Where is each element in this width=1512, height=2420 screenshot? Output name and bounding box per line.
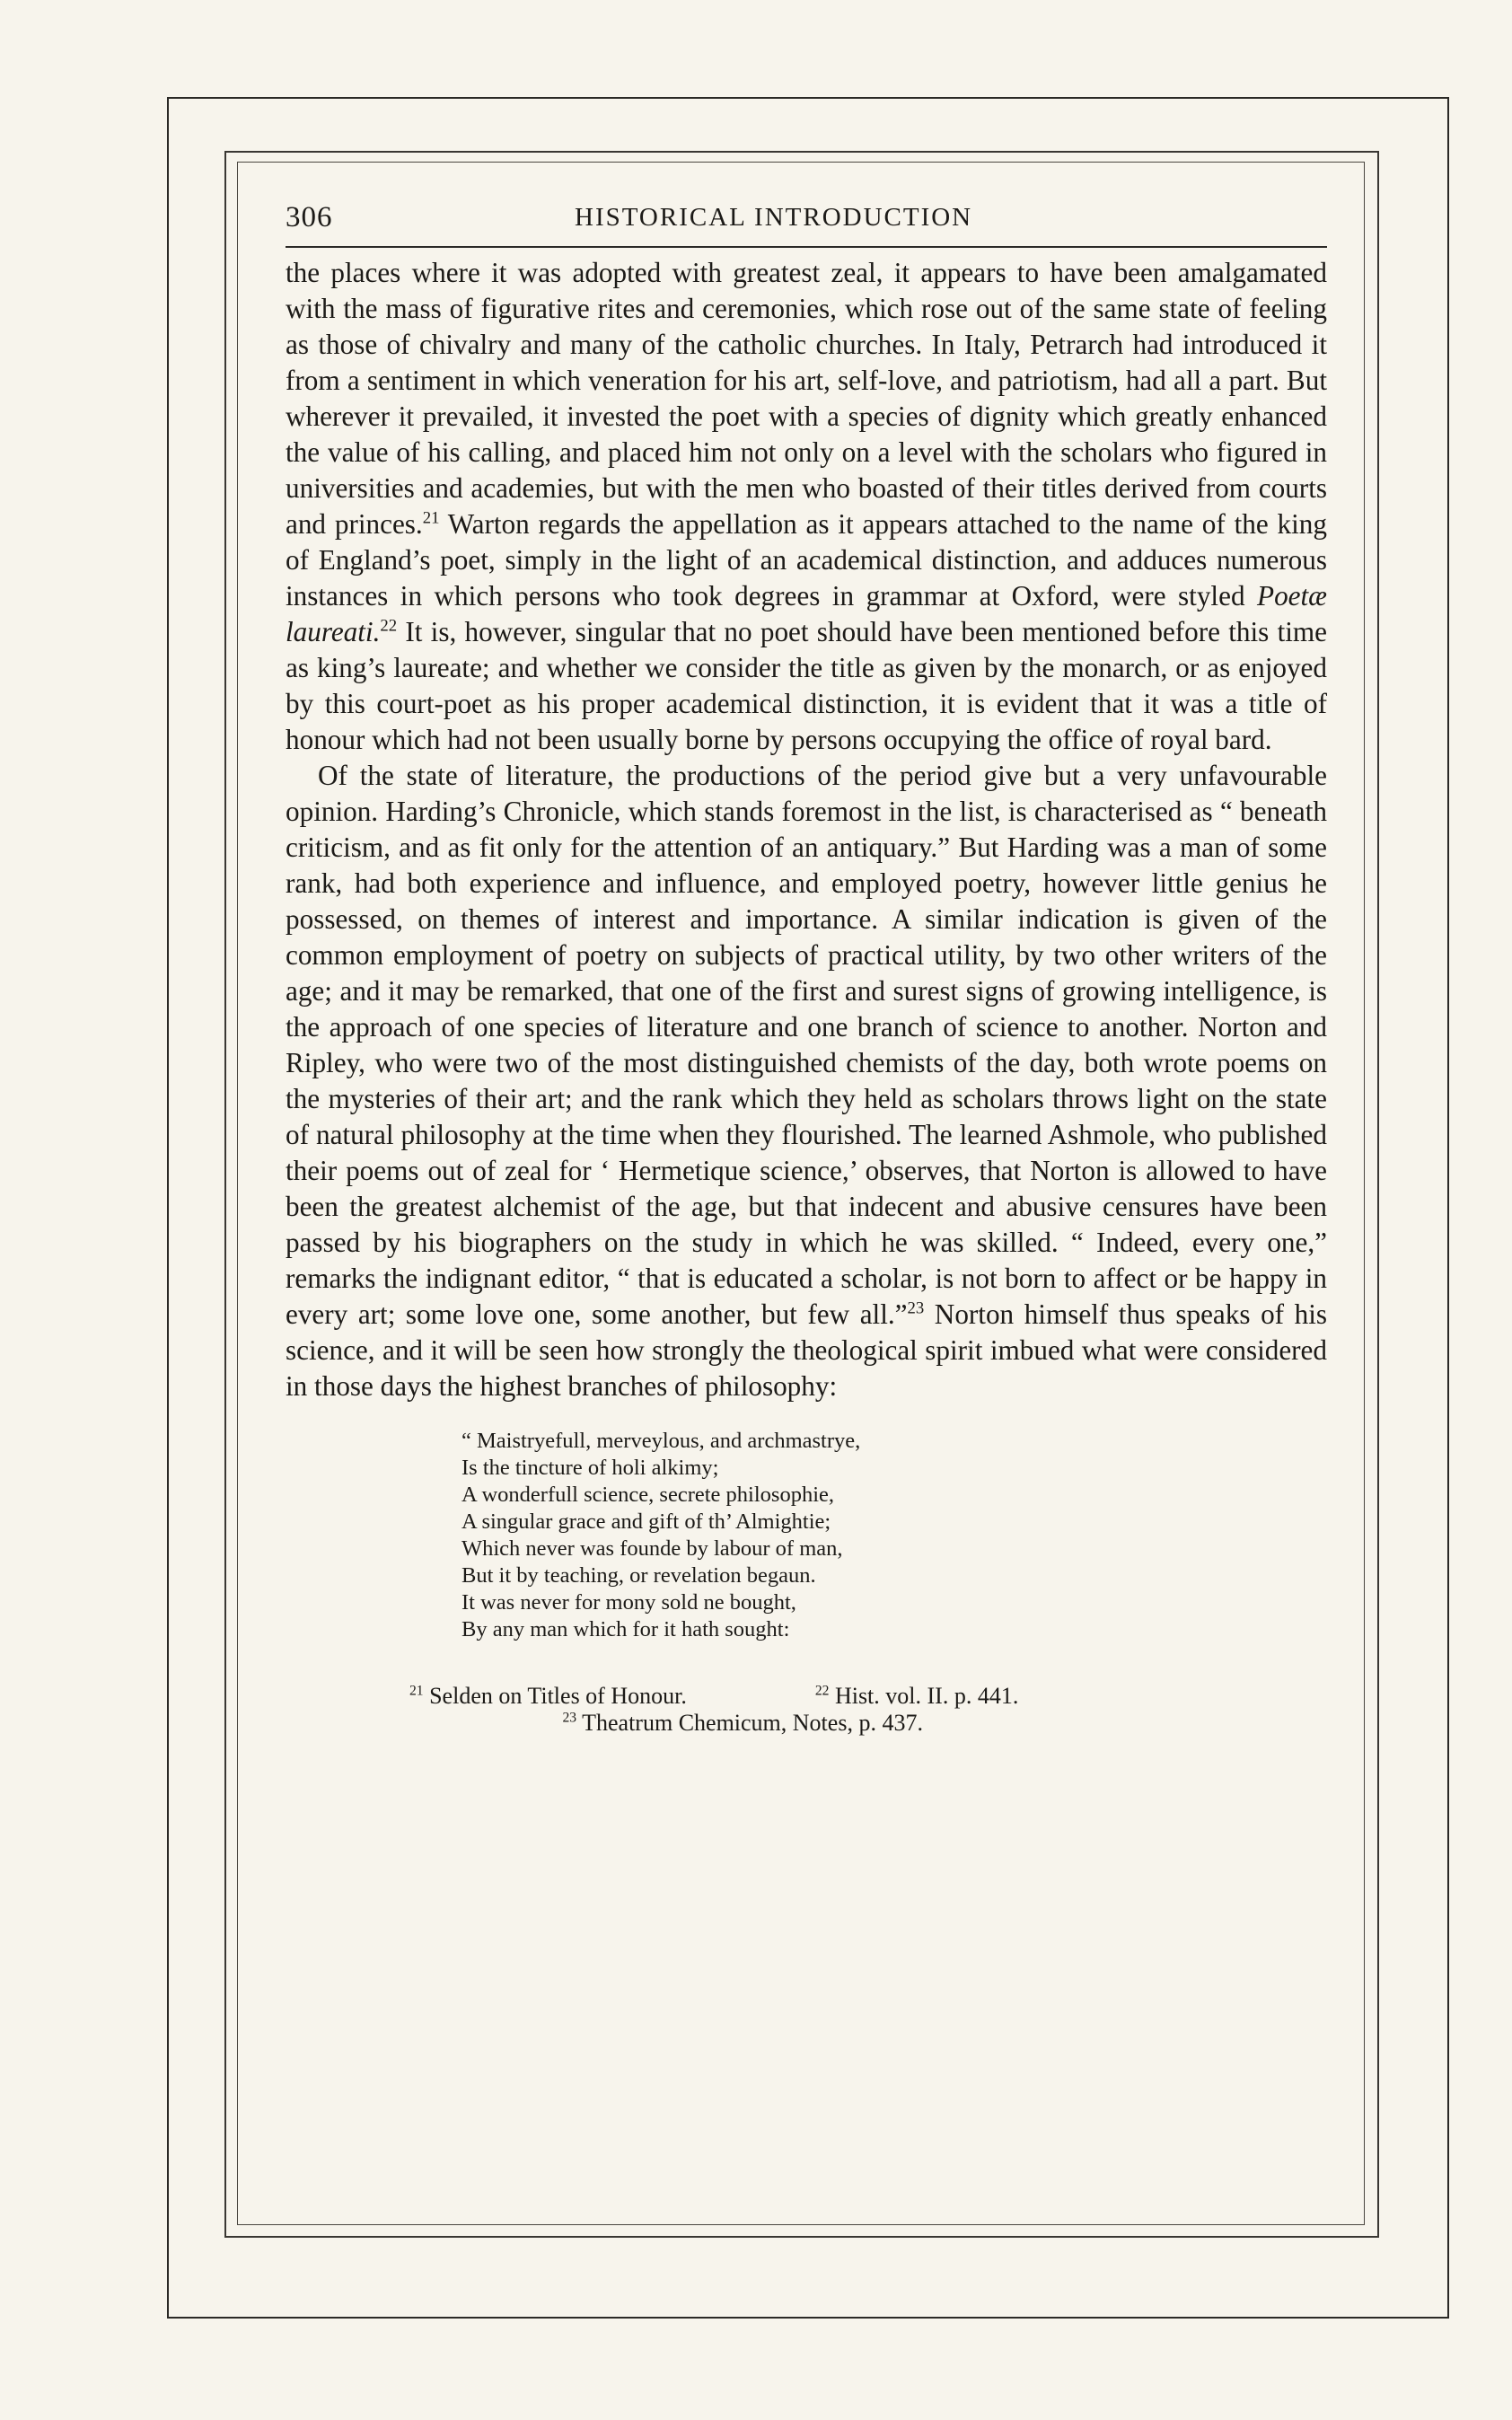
- poem-line: Which never was founde by labour of man,: [462, 1536, 843, 1561]
- main-text: [286, 255, 1327, 1404]
- page-number: 306: [286, 201, 333, 233]
- latin-phrase: Poetæ laureati.: [286, 580, 1327, 647]
- footnote-row: [409, 1683, 1327, 1710]
- footnote-mark-23: 23: [562, 1710, 577, 1726]
- footnote-row: [409, 1710, 1327, 1737]
- footnote-ref-22: 22: [380, 616, 398, 636]
- poem-line: Is the tincture of holi alkimy;: [462, 1456, 719, 1480]
- footnote-21: Selden on Titles of Honour.: [429, 1683, 687, 1709]
- footnotes: [409, 1683, 1327, 1737]
- poem-quotation: [462, 1428, 1327, 1643]
- footnote-mark-21: 21: [409, 1683, 424, 1699]
- footnote-mark-22: 22: [814, 1683, 830, 1699]
- paragraph-1: the places where it was adopted with greatest zeal, it appears to have been amalgamated with the mass of figurative rites and ceremonies, which rose out of the same state of feeling as those of chivalry and many of the catholic churches. In Italy, Petrarch had introduced it from a sentiment in which veneration for his art, self-love, and patriotism, had all a part. But wherever it prevailed, it invested the poet with a species of dignity which greatly enhanced the value of his calling, and placed him not only on a level with the scholars who figured in universities and academies, but with the men who boasted of their titles derived from courts and princes.$^{21}$ Warton regards the appellation as it appears attached to the name of the king of England’s poet, simply in the light of an academical distinction, and adduces numerous instances in which persons who took degrees in grammar at Oxford, were styled Poetæ laureati.$^{22}$ It is, however, singular that no poet should have been mentioned before this time as king’s laureate; and whether we consider the title as given by the monarch, or as enjoyed by this court-poet as his proper academical distinction, it is evident that it was a title of honour which had not been usually borne by persons occupying the office of royal bard.: [286, 257, 1327, 755]
- footnote-ref-23: 23: [907, 1298, 925, 1318]
- running-title: HISTORICAL INTRODUCTION: [575, 203, 973, 232]
- poem-line: But it by teaching, or revelation begaun.: [462, 1563, 816, 1588]
- poem-line: “ Maistryefull, merveylous, and archmastrye,: [462, 1429, 861, 1453]
- page-header: [286, 190, 1327, 248]
- poem-line: A singular grace and gift of th’ Almightie;: [462, 1509, 831, 1534]
- poem-line: By any man which for it hath sought:: [462, 1617, 790, 1641]
- footnote-22: Hist. vol. II. p. 441.: [834, 1683, 1019, 1709]
- footnote-23: Theatrum Chemicum, Notes, p. 437.: [582, 1710, 923, 1736]
- poem-line: A wonderfull science, secrete philosophie,: [462, 1483, 835, 1507]
- paragraph-2: Of the state of literature, the productions of the period give but a very unfavourable opinion. Harding’s Chronicle, which stands foremost in the list, is characterised as “ beneath criticism, and as fit only for the attention of an antiquary.” But Harding was a man of some rank, had both experience and influence, and employed poetry, however little genius he possessed, on themes of interest and importance. A similar indication is given of the common employment of poetry on subjects of practical utility, by two other writers of the age; and it may be remarked, that one of the first and surest signs of growing intelligence, is the approach of one species of literature and one branch of science to another. Norton and Ripley, who were two of the most distinguished chemists of the day, both wrote poems on the mysteries of their art; and the rank which they held as scholars throws light on the state of natural philosophy at the time when they flourished. The learned Ashmole, who published their poems out of zeal for ‘ Hermetique science,’ observes, that Norton is allowed to have been the greatest alchemist of the age, but that indecent and abusive censures have been passed by his biographers on the study in which he was skilled. “ Indeed, every one,” remarks the indignant editor, “ that is educated a scholar, is not born to affect or be happy in every art; some love one, some another, but few all.”$^{23}$ Norton himself thus speaks of his science, and it will be seen how strongly the theological spirit imbued what were considered in those days the highest branches of philosophy:: [286, 760, 1327, 1402]
- book-page: [286, 190, 1327, 1737]
- poem-line: It was never for mony sold ne bought,: [462, 1590, 796, 1615]
- footnote-ref-21: 21: [422, 508, 440, 528]
